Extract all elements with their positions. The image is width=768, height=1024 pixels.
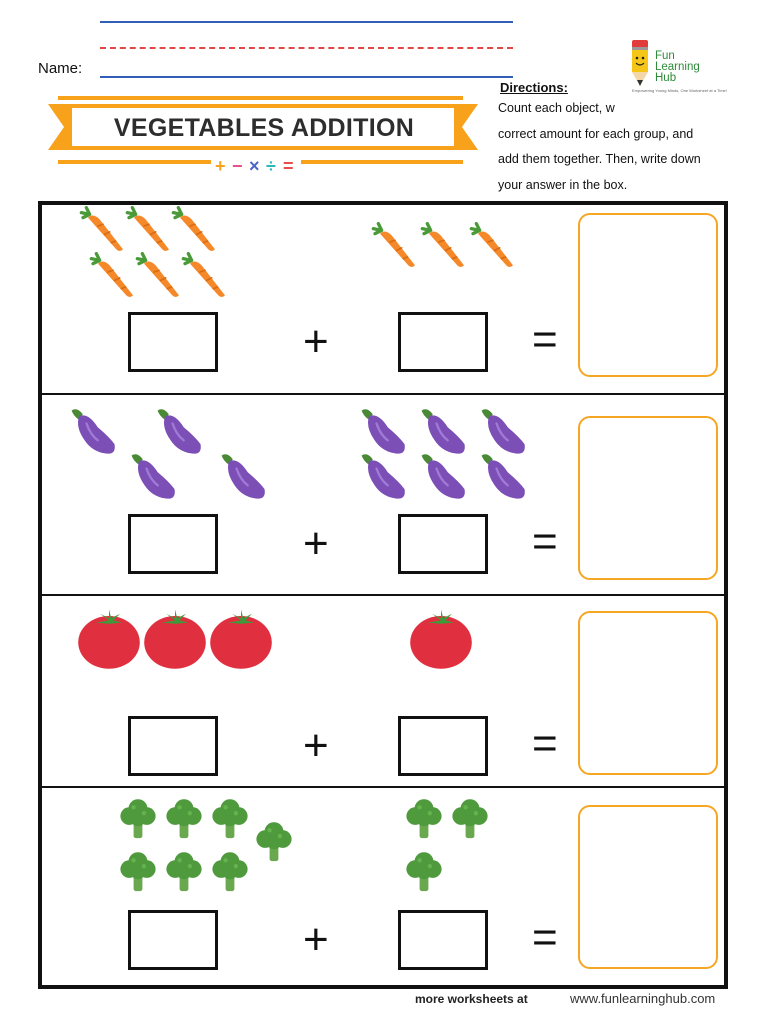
directions-text — [498, 96, 743, 198]
answer-box[interactable] — [578, 213, 718, 377]
math-symbol: − — [232, 156, 243, 176]
broccoli-icon — [402, 797, 446, 841]
eggplant-icon — [416, 448, 472, 504]
directions-line: add them together. Then, write down — [498, 152, 701, 166]
carrot-icon — [419, 222, 469, 272]
count-box-left[interactable] — [128, 716, 218, 776]
row-divider — [42, 393, 724, 395]
directions-line: Count each object, w — [498, 101, 615, 115]
equals-sign: = — [532, 315, 558, 364]
math-symbol: ÷ — [266, 156, 276, 176]
count-box-right[interactable] — [398, 716, 488, 776]
logo-text: Fun Learning Hub — [655, 50, 700, 84]
broccoli-icon — [402, 850, 446, 894]
carrot-icon — [180, 252, 230, 302]
count-box-left[interactable] — [128, 910, 218, 970]
count-box-right[interactable] — [398, 910, 488, 970]
footer-url[interactable]: www.funlearninghub.com — [570, 991, 716, 1006]
directions-title: Directions: — [500, 80, 568, 95]
equals-sign: = — [532, 719, 558, 768]
page-title: VEGETABLES ADDITION — [113, 114, 415, 142]
eggplant-icon — [356, 448, 412, 504]
broccoli-icon — [116, 797, 160, 841]
eggplant-icon — [66, 403, 122, 459]
banner-top-bar — [58, 96, 463, 100]
broccoli-icon — [252, 820, 296, 864]
answer-box[interactable] — [578, 805, 718, 969]
broccoli-icon — [162, 797, 206, 841]
count-box-right[interactable] — [398, 312, 488, 372]
eggplant-icon — [476, 448, 532, 504]
tomato-icon — [208, 605, 274, 671]
tomato-icon — [76, 605, 142, 671]
name-line-bottom[interactable] — [100, 76, 513, 78]
eggplant-icon — [126, 448, 182, 504]
equals-sign: = — [532, 913, 558, 962]
math-symbol: + — [215, 156, 226, 176]
broccoli-icon — [208, 797, 252, 841]
carrot-icon — [88, 252, 138, 302]
broccoli-icon — [448, 797, 492, 841]
directions-line: your answer in the box. — [498, 177, 628, 192]
row-divider — [42, 786, 724, 788]
tomato-icon — [142, 605, 208, 671]
directions-line: correct amount for each group, and — [498, 126, 694, 141]
footer-more-label: more worksheets at — [415, 992, 528, 1006]
tomato-icon — [408, 605, 474, 671]
carrot-icon — [370, 222, 420, 272]
math-symbol: × — [249, 156, 260, 176]
plus-sign: + — [303, 519, 329, 568]
broccoli-icon — [162, 850, 206, 894]
plus-sign: + — [303, 915, 329, 964]
count-box-right[interactable] — [398, 514, 488, 574]
carrot-icon — [134, 252, 184, 302]
name-label: Name: — [38, 60, 83, 77]
name-line-top — [100, 21, 513, 23]
plus-sign: + — [303, 721, 329, 770]
name-line-middle — [100, 47, 513, 49]
carrot-icon — [468, 222, 518, 272]
plus-sign: + — [303, 317, 329, 366]
math-symbols — [211, 155, 301, 177]
answer-box[interactable] — [578, 611, 718, 775]
broccoli-icon — [208, 850, 252, 894]
equals-sign: = — [532, 517, 558, 566]
answer-box[interactable] — [578, 416, 718, 580]
row-divider — [42, 594, 724, 596]
carrot-icon — [124, 206, 174, 256]
carrot-icon — [78, 206, 128, 256]
math-symbol: = — [283, 156, 294, 176]
count-box-left[interactable] — [128, 514, 218, 574]
logo-tagline: Empowering Young Minds, One Worksheet at a Time! — [632, 88, 727, 93]
count-box-left[interactable] — [128, 312, 218, 372]
broccoli-icon — [116, 850, 160, 894]
carrot-icon — [170, 206, 220, 256]
eggplant-icon — [216, 448, 272, 504]
